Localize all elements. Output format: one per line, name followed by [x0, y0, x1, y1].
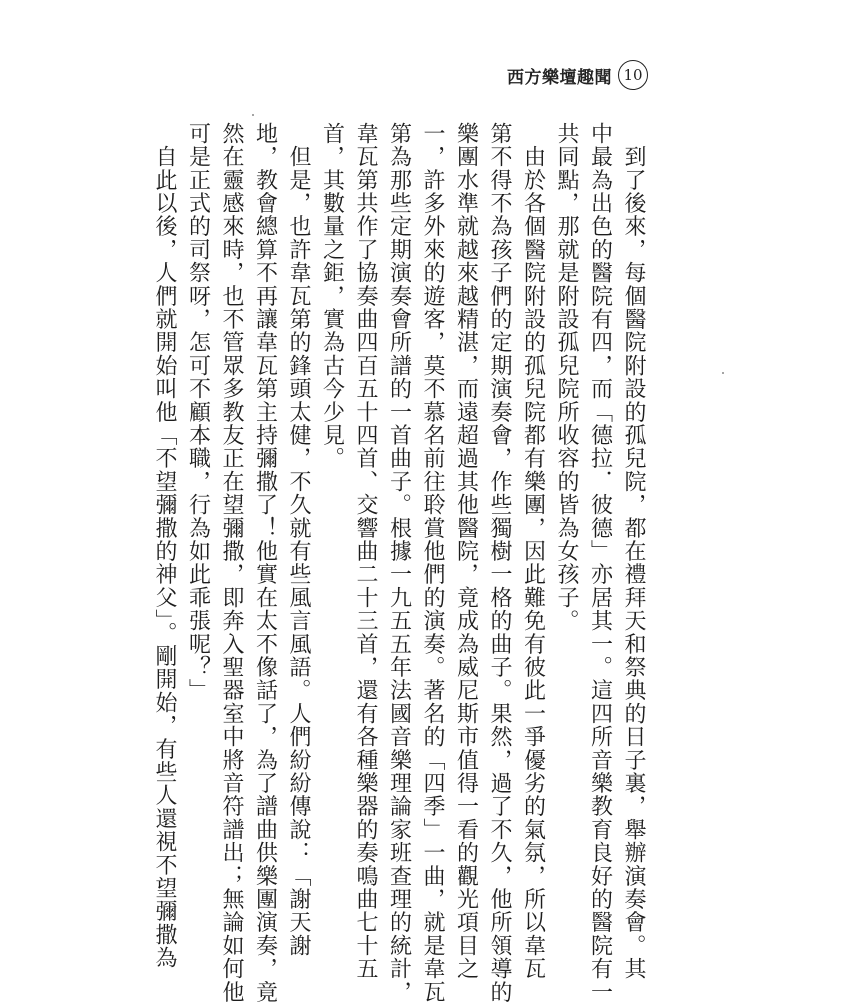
- text-line: 可是正式的司祭呀，怎可不顧本職，行為如此乖張呢？」: [185, 122, 211, 702]
- text-line: 第不得不為孩子們的定期演奏會，作些獨樹一格的曲子。果然，過了不久，他所領導的: [487, 122, 512, 1004]
- scan-speck: [252, 114, 254, 116]
- text-line: 第為那些定期演奏會所譜的一首曲子。根據一九五五年法國音樂理論家班查理的統計，: [386, 122, 412, 1004]
- text-line: 中最為出色的醫院有四，而「德拉．彼德」亦居其一。這四所音樂教育良好的醫院有一: [587, 122, 613, 1004]
- text-line: 但是，也許韋瓦第的鋒頭太健，不久就有些風言風語。人們紛紛傳說：「謝天謝: [286, 122, 311, 958]
- running-header: [507, 58, 648, 92]
- text-line: 首，其數量之鉅，實為古今少見。: [319, 122, 345, 470]
- page-number: 10: [618, 60, 648, 90]
- scan-speck: [722, 372, 724, 374]
- text-line: 到了後來，每個醫院附設的孤兒院，都在禮拜天和祭典的日子裏，舉辦演奏會。其: [621, 122, 646, 981]
- text-line: 然在靈感來時，也不管眾多教友正在望彌撒，即奔入聖器室中將音符譜出；無論如何他: [219, 122, 244, 1004]
- text-line: 由於各個醫院附設的孤兒院都有樂團，因此難免有彼此一爭優劣的氣氛，所以韋瓦: [520, 122, 546, 981]
- text-line: 一，許多外來的遊客，莫不慕名前往聆賞他們的演奏。著名的「四季」一曲，就是韋瓦: [420, 122, 445, 1004]
- vertical-body-text: [148, 122, 651, 1004]
- text-line: 韋瓦第共作了協奏曲四百五十四首、交響曲二十三首，還有各種樂器的奏鳴曲七十五: [353, 122, 378, 981]
- text-line: 地，教會總算不再讓韋瓦第主持彌撒了！他實在太不像話了，為了譜曲供樂團演奏，竟: [252, 122, 278, 1004]
- text-line: 自此以後，人們就開始叫他「不望彌撒的神父」。剛開始，有些人還視不望彌撒為: [152, 122, 177, 970]
- text-line: 樂團水準就越來越精湛，而遠超過其他醫院，竟成為威尼斯市值得一看的觀光項目之: [453, 122, 479, 981]
- book-title: 西方樂壇趣聞: [507, 67, 612, 88]
- text-line: 共同點，那就是附設孤兒院所收容的皆為女孩子。: [554, 122, 579, 633]
